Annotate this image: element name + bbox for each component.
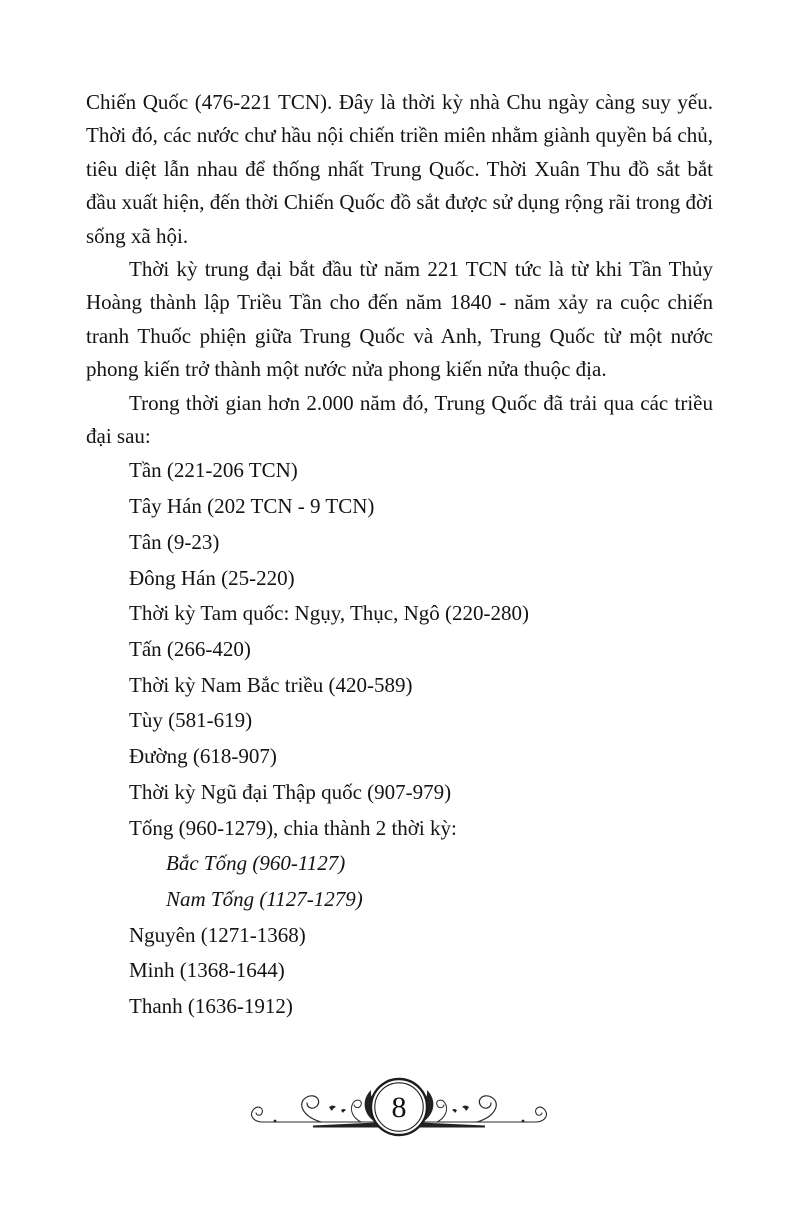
dynasty-list-item: Tấn (266-420) [129, 636, 251, 661]
dynasty-list-item: Đông Hán (25-220) [129, 565, 295, 590]
dynasty-list-subitem: Bắc Tống (960-1127) [166, 851, 346, 876]
dynasty-list-item: Thanh (1636-1912) [129, 994, 293, 1019]
paragraph-warring-states: Chiến Quốc (476-221 TCN). Đây là thời kỳ nhà Chu ngày càng suy yếu. Thời đó, các nước chư hầu nội chiến triền miên nhằm giành quyền bá chủ, tiêu diệt lẫn nhau để thống nhất Trung Quốc. Thời Xuân Thu đồ sắt bắt đầu xuất hiện, đến thời Chiến Quốc đồ sắt được sử dụng rộng rãi trong đời sống xã hội. [86, 90, 713, 248]
page-number-ornament [249, 1076, 549, 1150]
dynasty-list-item: Nguyên (1271-1368) [129, 922, 306, 947]
dynasty-list-item: Thời kỳ Tam quốc: Ngụy, Thục, Ngô (220-280) [129, 601, 530, 626]
paragraph-dynasties-intro: Trong thời gian hơn 2.000 năm đó, Trung Quốc đã trải qua các triều đại sau: [86, 390, 713, 449]
dynasty-list-item: Tân (9-23) [129, 529, 220, 554]
dynasty-list-item: Tần (221-206 TCN) [129, 458, 298, 483]
dynasty-list-item: Thời kỳ Ngũ đại Thập quốc (907-979) [129, 779, 452, 804]
text-block [86, 86, 713, 1025]
dynasty-list-item: Tùy (581-619) [129, 708, 253, 733]
ornament-flourish-icon [249, 1076, 549, 1150]
dynasty-list-item: Minh (1368-1644) [129, 958, 285, 983]
dynasty-list [86, 453, 713, 1024]
paragraph-middle-period: Thời kỳ trung đại bắt đầu từ năm 221 TCN tức là từ khi Tần Thủy Hoàng thành lập Triều Tần cho đến năm 1840 - năm xảy ra cuộc chiến tranh Thuốc phiện giữa Trung Quốc và Anh, Trung Quốc từ một nước phong kiến trở thành một nước nửa phong kiến nửa thuộc địa. [86, 257, 713, 382]
page-number: 8 [391, 1091, 407, 1124]
dynasty-list-item: Tây Hán (202 TCN - 9 TCN) [129, 494, 375, 519]
dynasty-list-item: Thời kỳ Nam Bắc triều (420-589) [129, 672, 413, 697]
dynasty-list-item: Tống (960-1279), chia thành 2 thời kỳ: [129, 815, 457, 840]
dynasty-list-subitem: Nam Tống (1127-1279) [166, 886, 363, 911]
dynasty-list-item: Đường (618-907) [129, 744, 277, 769]
